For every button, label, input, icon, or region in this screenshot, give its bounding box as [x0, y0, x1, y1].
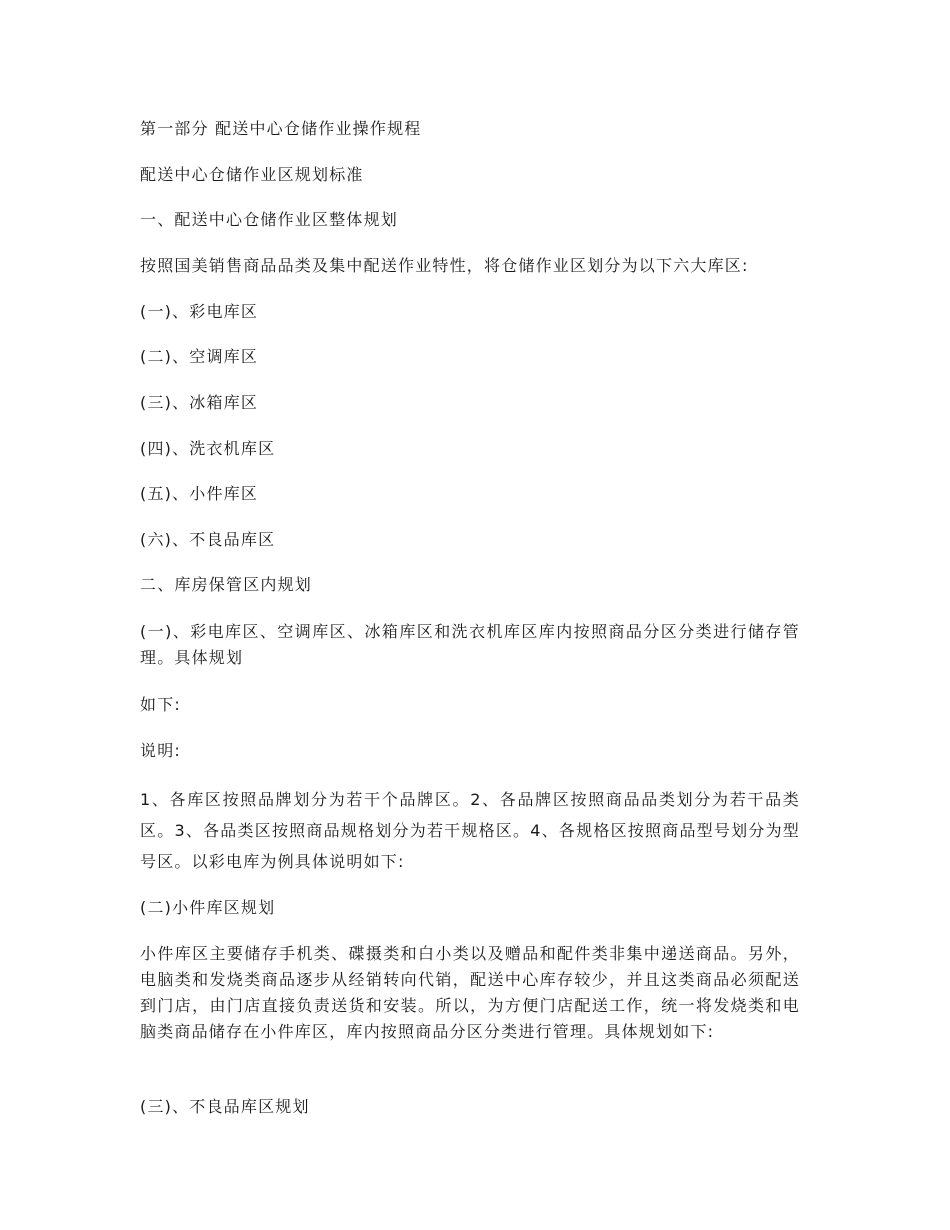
standard-title: 配送中心仓储作业区规划标准 [140, 165, 364, 184]
section2-paragraph: (一)、彩电库区、空调库区、冰箱库区和洗衣机库区库内按照商品分区分类进行储存管理。具体规划 [140, 622, 800, 667]
small-zone-paragraph: 小件库区主要储存手机类、碟摄类和白小类以及赠品和配件类非集中递送商品。另外，电脑类和发烧类商品逐步从经销转向代销，配送中心库存较少，并且这类商品必须配送到门店，由门店直接负责送货和安装。所以，为方便门店配送工作，统一将发烧类和电脑类商品储存在小件库区，库内按照商品分区分类进行管理。具体规划如下: [140, 944, 800, 1041]
zone-item-1: (一)、彩电库区 [140, 302, 259, 321]
section1-intro: 按照国美销售商品品类及集中配送作业特性，将仓储作业区划分为以下六大库区: [140, 256, 749, 275]
as-follows-text: 如下: [140, 695, 181, 714]
zone-item-2: (二)、空调库区 [140, 347, 259, 366]
section2-heading: 二、库房保管区内规划 [140, 575, 313, 594]
zone-item-5: (五)、小件库区 [140, 484, 259, 503]
explanation-label: 说明: [140, 741, 181, 760]
explanation-paragraph: 1、各库区按照品牌划分为若干个品牌区。2、各品牌区按照商品品类划分为若干品类区。3、各品类区按照商品规格划分为若干规格区。4、各规格区按照商品型号划分为型号区。以彩电库为例具体说明如下: [140, 790, 800, 871]
part-title: 第一部分 配送中心仓储作业操作规程 [140, 119, 422, 138]
zone-item-4: (四)、洗衣机库区 [140, 439, 276, 458]
small-zone-heading: (二)小件库区规划 [140, 898, 276, 917]
zone-item-6: (六)、不良品库区 [140, 530, 276, 549]
zone-item-3: (三)、冰箱库区 [140, 393, 259, 412]
section1-heading: 一、配送中心仓储作业区整体规划 [140, 210, 399, 229]
defect-zone-heading: (三)、不良品库区规划 [140, 1097, 310, 1116]
